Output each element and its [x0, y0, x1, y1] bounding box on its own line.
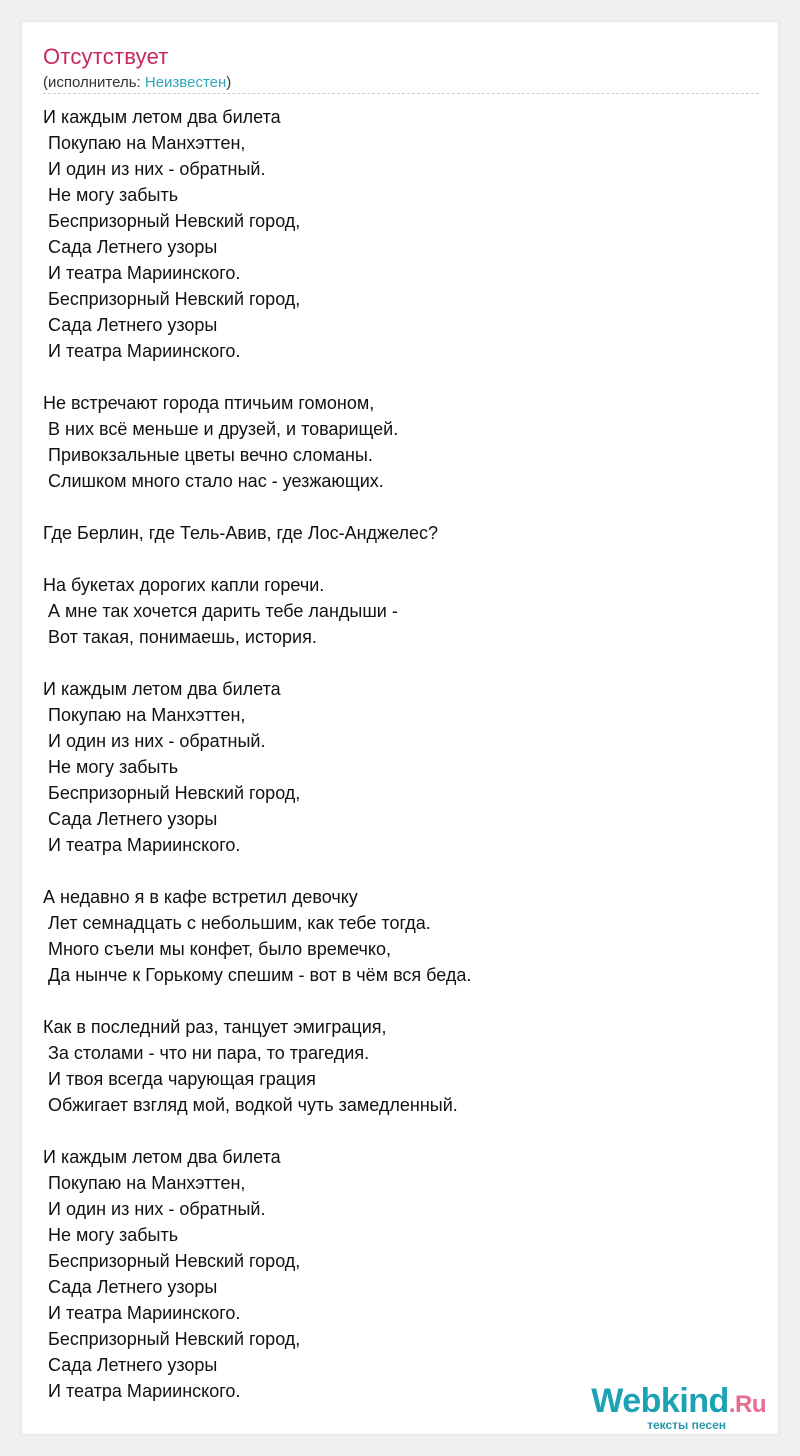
lyric-line: Да нынче к Горькому спешим - вот в чём вся беда. [48, 965, 472, 985]
song-title: Отсутствует [43, 44, 169, 69]
lyric-line: Вот такая, понимаешь, история. [48, 627, 317, 647]
lyric-line: Сада Летнего узоры [48, 1355, 218, 1375]
lyric-line: Покупаю на Манхэттен, [48, 133, 246, 153]
stanza-gap [43, 494, 743, 520]
lyric-line: И каждым летом два билета [43, 1147, 281, 1167]
lyric-line: И один из них - обратный. [48, 731, 266, 751]
stanza-gap [43, 546, 743, 572]
lyrics-body [43, 104, 743, 1404]
lyric-line: И каждым летом два билета [43, 679, 281, 699]
lyrics-page [21, 21, 779, 1435]
lyric-line: Беспризорный Невский город, [48, 783, 301, 803]
logo-tld: .Ru [728, 1391, 766, 1418]
artist-link[interactable]: Неизвестен [144, 74, 227, 91]
lyric-line: Покупаю на Манхэттен, [48, 705, 246, 725]
lyric-line: Сада Летнего узоры [48, 237, 218, 257]
lyric-line: И театра Мариинского. [48, 835, 241, 855]
lyric-line: Беспризорный Невский город, [48, 289, 301, 309]
lyric-line: Не могу забыть [48, 185, 179, 205]
lyric-line: Сада Летнего узоры [48, 1277, 218, 1297]
lyric-line: И театра Мариинского. [48, 1303, 241, 1323]
stanza-gap [43, 650, 743, 676]
logo-tagline: тексты песен [647, 1418, 726, 1432]
lyric-line: Беспризорный Невский город, [48, 211, 301, 231]
lyric-line: Беспризорный Невский город, [48, 1251, 301, 1271]
lyric-line: И театра Мариинского. [48, 341, 241, 361]
lyric-line: И твоя всегда чарующая грация [48, 1069, 316, 1089]
stanza-gap [43, 988, 743, 1014]
lyric-line: Беспризорный Невский город, [48, 1329, 301, 1349]
lyric-line: В них всё меньше и друзей, и товарищей. [48, 419, 399, 439]
lyric-line: Покупаю на Манхэттен, [48, 1173, 246, 1193]
stanza-gap [43, 364, 743, 390]
lyric-line: Не могу забыть [48, 757, 179, 777]
lyric-line: Лет семнадцать с небольшим, как тебе тогда. [48, 913, 431, 933]
lyric-line: И один из них - обратный. [48, 159, 266, 179]
lyric-line: И театра Мариинского. [48, 1381, 241, 1401]
lyric-line: Привокзальные цветы вечно сломаны. [48, 445, 373, 465]
artist-suffix: ) [226, 74, 232, 91]
logo-name: Webkind [591, 1382, 729, 1420]
title-divider [43, 93, 759, 94]
lyric-line: А недавно я в кафе встретил девочку [43, 887, 358, 907]
logo-wordmark [591, 1382, 766, 1421]
lyric-line: Не встречают города птичьим гомоном, [43, 393, 375, 413]
lyric-line: И один из них - обратный. [48, 1199, 266, 1219]
lyric-line: Много съели мы конфет, было времечко, [48, 939, 391, 959]
site-logo[interactable] [573, 1382, 773, 1430]
lyric-line: И театра Мариинского. [48, 263, 241, 283]
stanza-gap [43, 858, 743, 884]
lyric-line: И каждым летом два билета [43, 107, 281, 127]
lyric-line: Слишком много стало нас - уезжающих. [48, 471, 384, 491]
lyric-line: Не могу забыть [48, 1225, 179, 1245]
stanza-gap [43, 1118, 743, 1144]
lyric-line: Обжигает взгляд мой, водкой чуть замедленный. [48, 1095, 458, 1115]
artist-line [43, 74, 231, 91]
lyric-line: На букетах дорогих капли горечи. [43, 575, 325, 595]
artist-prefix: (исполнитель: [43, 74, 145, 91]
lyric-line: За столами - что ни пара, то трагедия. [48, 1043, 370, 1063]
lyric-line: Сада Летнего узоры [48, 315, 218, 335]
lyric-line: Где Берлин, где Тель-Авив, где Лос-Анджелес? [43, 523, 439, 543]
lyric-line: А мне так хочется дарить тебе ландыши - [48, 601, 398, 621]
lyric-line: Как в последний раз, танцует эмиграция, [43, 1017, 387, 1037]
lyric-line: Сада Летнего узоры [48, 809, 218, 829]
